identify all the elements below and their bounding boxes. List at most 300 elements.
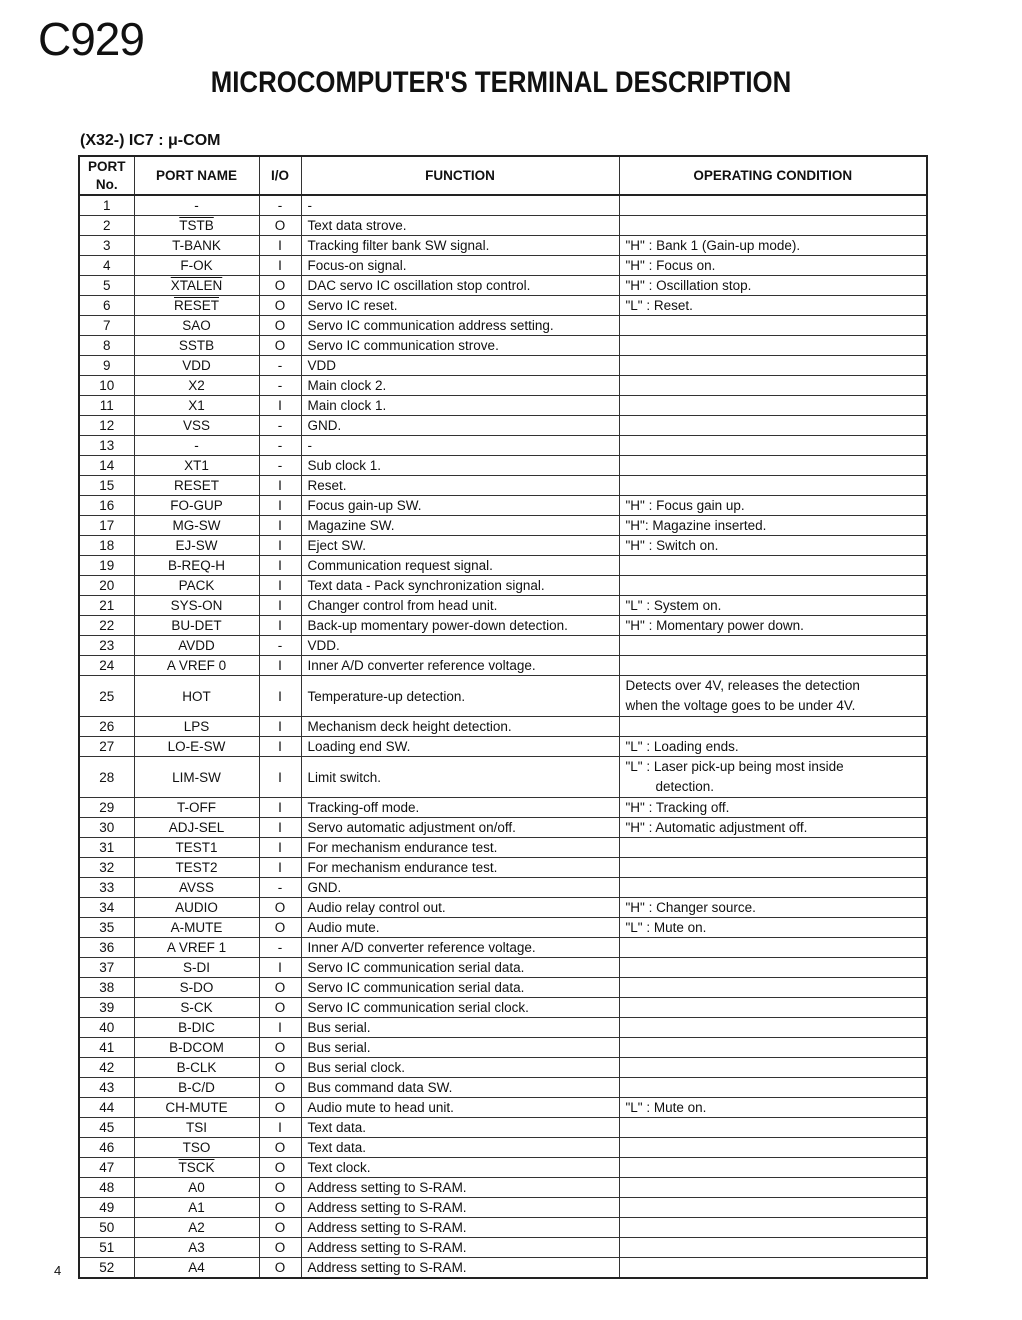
table-row: [79, 938, 927, 958]
condition-cell: [619, 576, 927, 596]
condition-cell: [619, 676, 927, 717]
condition-cell: [619, 396, 927, 416]
condition-cell: [619, 958, 927, 978]
io-cell: O: [259, 978, 301, 998]
port-name-cell: [134, 576, 259, 596]
port-name-cell: [134, 1178, 259, 1198]
io-cell: O: [259, 1178, 301, 1198]
function-cell: Address setting to S-RAM.: [301, 1218, 619, 1238]
function-cell: Address setting to S-RAM.: [301, 1238, 619, 1258]
port-no-cell: 14: [79, 456, 134, 476]
function-cell: Servo IC communication serial data.: [301, 978, 619, 998]
port-no-cell: 51: [79, 1238, 134, 1258]
condition-cell: "H" : Momentary power down.: [619, 616, 927, 636]
port-no-cell: 35: [79, 918, 134, 938]
port-no-cell: 38: [79, 978, 134, 998]
port-no-cell: 22: [79, 616, 134, 636]
header-io: I/O: [259, 156, 301, 195]
condition-cell: "H" : Changer source.: [619, 898, 927, 918]
table-row: [79, 316, 927, 336]
io-cell: O: [259, 316, 301, 336]
port-name-text: VDD: [182, 358, 211, 373]
condition-cell: [619, 1258, 927, 1279]
condition-line-2: when the voltage goes to be under 4V.: [625, 698, 856, 713]
port-name-cell: [134, 616, 259, 636]
io-cell: I: [259, 476, 301, 496]
port-name-text: SYS-ON: [170, 598, 223, 613]
table-row: [79, 1198, 927, 1218]
io-cell: I: [259, 576, 301, 596]
condition-cell: "L" : System on.: [619, 596, 927, 616]
port-no-cell: 23: [79, 636, 134, 656]
port-name-text: B-DIC: [178, 1020, 215, 1035]
condition-cell: "L" : Mute on.: [619, 1098, 927, 1118]
condition-line-1: Detects over 4V, releases the detection: [625, 678, 860, 693]
io-cell: -: [259, 356, 301, 376]
table-row: [79, 1258, 927, 1279]
function-cell: Bus serial.: [301, 1038, 619, 1058]
table-row: [79, 396, 927, 416]
port-name-cell: [134, 998, 259, 1018]
function-cell: For mechanism endurance test.: [301, 858, 619, 878]
port-name-text: B-CLK: [176, 1060, 217, 1075]
condition-cell: [619, 1018, 927, 1038]
port-name-text: A2: [188, 1220, 205, 1235]
condition-cell: "L" : Loading ends.: [619, 737, 927, 757]
port-name-cell: [134, 336, 259, 356]
function-cell: Main clock 1.: [301, 396, 619, 416]
port-name-cell: [134, 496, 259, 516]
condition-cell: [619, 456, 927, 476]
port-name-cell: [134, 878, 259, 898]
port-no-cell: 12: [79, 416, 134, 436]
condition-cell: [619, 416, 927, 436]
port-name-text: PACK: [178, 578, 215, 593]
condition-cell: "H" : Focus gain up.: [619, 496, 927, 516]
function-cell: Servo IC communication serial clock.: [301, 998, 619, 1018]
function-cell: Bus serial.: [301, 1018, 619, 1038]
port-name-text: CH-MUTE: [165, 1100, 228, 1115]
table-row: [79, 1218, 927, 1238]
port-no-cell: 48: [79, 1178, 134, 1198]
port-name-cell: [134, 1138, 259, 1158]
port-name-cell: [134, 818, 259, 838]
port-name-text: -: [194, 438, 199, 453]
condition-cell: [619, 1158, 927, 1178]
condition-cell: [619, 216, 927, 236]
table-header-row: [79, 156, 927, 195]
port-name-cell: [134, 536, 259, 556]
io-cell: -: [259, 456, 301, 476]
table-row: [79, 1178, 927, 1198]
table-row: [79, 616, 927, 636]
port-name-text: XTALEN: [170, 278, 223, 293]
port-name-cell: [134, 978, 259, 998]
function-cell: Reset.: [301, 476, 619, 496]
function-cell: Servo IC communication strove.: [301, 336, 619, 356]
port-name-cell: [134, 898, 259, 918]
port-name-cell: [134, 296, 259, 316]
port-no-cell: 42: [79, 1058, 134, 1078]
port-name-cell: [134, 1078, 259, 1098]
condition-line-1: "L" : Laser pick-up being most inside: [625, 759, 844, 774]
condition-cell: [619, 1218, 927, 1238]
port-name-text: A1: [188, 1200, 205, 1215]
port-name-text: MG-SW: [172, 518, 221, 533]
port-name-text: A4: [188, 1260, 205, 1275]
port-no-cell: 2: [79, 216, 134, 236]
condition-cell: "H" : Switch on.: [619, 536, 927, 556]
port-no-cell: 1: [79, 195, 134, 216]
function-cell: Text clock.: [301, 1158, 619, 1178]
port-name-cell: [134, 356, 259, 376]
function-cell: Audio relay control out.: [301, 898, 619, 918]
table-row: [79, 737, 927, 757]
port-no-cell: 9: [79, 356, 134, 376]
port-name-cell: [134, 476, 259, 496]
io-cell: O: [259, 336, 301, 356]
io-cell: I: [259, 556, 301, 576]
io-cell: I: [259, 798, 301, 818]
function-cell: Audio mute to head unit.: [301, 1098, 619, 1118]
io-cell: O: [259, 1238, 301, 1258]
condition-cell: [619, 1078, 927, 1098]
port-name-text: A VREF 0: [166, 658, 227, 673]
port-no-cell: 26: [79, 717, 134, 737]
condition-cell: [619, 938, 927, 958]
table-row: [79, 195, 927, 216]
condition-cell: [619, 1038, 927, 1058]
io-cell: O: [259, 918, 301, 938]
condition-cell: [619, 376, 927, 396]
port-name-cell: [134, 556, 259, 576]
function-cell: VDD.: [301, 636, 619, 656]
io-cell: O: [259, 1038, 301, 1058]
function-cell: VDD: [301, 356, 619, 376]
function-cell: Address setting to S-RAM.: [301, 1258, 619, 1279]
table-row: [79, 376, 927, 396]
model-number: C929: [38, 13, 144, 65]
function-cell: Temperature-up detection.: [301, 676, 619, 717]
condition-cell: "H" : Automatic adjustment off.: [619, 818, 927, 838]
function-cell: For mechanism endurance test.: [301, 838, 619, 858]
port-name-text: A-MUTE: [170, 920, 223, 935]
port-no-cell: 6: [79, 296, 134, 316]
function-cell: Servo IC communication serial data.: [301, 958, 619, 978]
port-name-text: A VREF 1: [166, 940, 227, 955]
table-row: [79, 1098, 927, 1118]
io-cell: O: [259, 1198, 301, 1218]
page-number: 4: [54, 1263, 62, 1278]
port-name-cell: [134, 938, 259, 958]
io-cell: O: [259, 898, 301, 918]
io-cell: O: [259, 1138, 301, 1158]
port-name-text: LIM-SW: [172, 769, 221, 785]
port-name-text: HOT: [182, 688, 211, 704]
port-name-cell: [134, 316, 259, 336]
condition-line-2: [626, 777, 921, 797]
condition-cell: "H" : Oscillation stop.: [619, 276, 927, 296]
io-cell: -: [259, 416, 301, 436]
table-row: [79, 978, 927, 998]
port-name-cell: [134, 717, 259, 737]
function-cell: -: [301, 195, 619, 216]
condition-cell: [619, 998, 927, 1018]
table-row: [79, 1238, 927, 1258]
port-name-cell: [134, 216, 259, 236]
table-row: [79, 656, 927, 676]
function-cell: Inner A/D converter reference voltage.: [301, 656, 619, 676]
port-no-cell: 15: [79, 476, 134, 496]
port-no-cell: 52: [79, 1258, 134, 1279]
condition-cell: "L" : Reset.: [619, 296, 927, 316]
port-name-cell: [134, 798, 259, 818]
header-port-name: PORT NAME: [134, 156, 259, 195]
port-name-cell: [134, 376, 259, 396]
port-no-cell: 49: [79, 1198, 134, 1218]
port-no-cell: 43: [79, 1078, 134, 1098]
port-name-text: S-DI: [183, 960, 210, 975]
io-cell: O: [259, 1218, 301, 1238]
port-name-cell: [134, 596, 259, 616]
condition-cell: [619, 436, 927, 456]
function-cell: Address setting to S-RAM.: [301, 1198, 619, 1218]
port-name-cell: [134, 456, 259, 476]
port-no-cell: 34: [79, 898, 134, 918]
table-row: [79, 276, 927, 296]
table-row: [79, 476, 927, 496]
port-no-cell: 32: [79, 858, 134, 878]
port-name-cell: [134, 516, 259, 536]
port-name-text: B-C/D: [178, 1080, 215, 1095]
io-cell: I: [259, 858, 301, 878]
io-cell: -: [259, 878, 301, 898]
condition-cell: [619, 1178, 927, 1198]
port-name-text: X2: [188, 378, 205, 393]
io-cell: O: [259, 1158, 301, 1178]
table-row: [79, 296, 927, 316]
port-no-cell: 47: [79, 1158, 134, 1178]
port-name-text: T-BANK: [172, 238, 221, 253]
io-cell: -: [259, 636, 301, 656]
port-name-text: AUDIO: [175, 900, 218, 915]
port-name-cell: [134, 737, 259, 757]
io-cell: I: [259, 396, 301, 416]
io-cell: O: [259, 1058, 301, 1078]
port-no-cell: 25: [79, 676, 134, 717]
condition-cell: [619, 757, 927, 798]
port-name-text: A0: [188, 1180, 205, 1195]
port-name-text: LPS: [183, 719, 210, 734]
port-name-text: XT1: [184, 458, 209, 473]
table-row: [79, 416, 927, 436]
function-cell: Audio mute.: [301, 918, 619, 938]
function-cell: Text data - Pack synchronization signal.: [301, 576, 619, 596]
port-name-cell: [134, 256, 259, 276]
table-row: [79, 898, 927, 918]
port-name-text: B-REQ-H: [168, 558, 225, 573]
table-row: [79, 838, 927, 858]
port-no-cell: 41: [79, 1038, 134, 1058]
function-cell: Servo IC reset.: [301, 296, 619, 316]
io-cell: I: [259, 717, 301, 737]
port-name-cell: [134, 858, 259, 878]
condition-cell: [619, 1058, 927, 1078]
table-row: [79, 757, 927, 798]
port-no-cell: 5: [79, 276, 134, 296]
header-operating-condition: OPERATING CONDITION: [619, 156, 927, 195]
condition-cell: "H" : Tracking off.: [619, 798, 927, 818]
port-no-cell: 37: [79, 958, 134, 978]
function-cell: Focus gain-up SW.: [301, 496, 619, 516]
port-name-text: X1: [188, 398, 205, 413]
port-name-cell: [134, 195, 259, 216]
port-name-text: S-CK: [180, 1000, 213, 1015]
io-cell: I: [259, 536, 301, 556]
port-no-cell: 11: [79, 396, 134, 416]
io-cell: O: [259, 1078, 301, 1098]
table-row: [79, 496, 927, 516]
condition-cell: [619, 356, 927, 376]
table-row: [79, 576, 927, 596]
io-cell: I: [259, 616, 301, 636]
port-name-text: TEST1: [175, 840, 218, 855]
port-name-cell: [134, 958, 259, 978]
condition-cell: [619, 858, 927, 878]
condition-cell: [619, 1118, 927, 1138]
condition-cell: [619, 978, 927, 998]
function-cell: Magazine SW.: [301, 516, 619, 536]
port-name-cell: [134, 676, 259, 717]
port-no-cell: 18: [79, 536, 134, 556]
condition-line-2-text: detection.: [655, 779, 715, 794]
port-name-text: -: [194, 198, 199, 213]
section-subtitle: (X32-) IC7 : μ-COM: [80, 132, 221, 149]
port-no-cell: 8: [79, 336, 134, 356]
port-name-text: AVDD: [178, 638, 215, 653]
port-no-cell: 39: [79, 998, 134, 1018]
port-no-cell: 4: [79, 256, 134, 276]
table-row: [79, 1078, 927, 1098]
io-cell: I: [259, 236, 301, 256]
table-row: [79, 798, 927, 818]
port-name-text: AVSS: [178, 880, 214, 895]
table-row: [79, 998, 927, 1018]
io-cell: -: [259, 436, 301, 456]
condition-cell: "H" : Bank 1 (Gain-up mode).: [619, 236, 927, 256]
condition-cell: [619, 636, 927, 656]
port-name-text: S-DO: [179, 980, 214, 995]
port-name-cell: [134, 416, 259, 436]
io-cell: -: [259, 938, 301, 958]
port-name-cell: [134, 636, 259, 656]
port-name-text: F-OK: [180, 258, 213, 273]
port-name-cell: [134, 1038, 259, 1058]
io-cell: I: [259, 496, 301, 516]
table-row: [79, 456, 927, 476]
table-row: [79, 878, 927, 898]
table-row: [79, 818, 927, 838]
table-row: [79, 636, 927, 656]
table-row: [79, 858, 927, 878]
io-cell: I: [259, 818, 301, 838]
function-cell: Address setting to S-RAM.: [301, 1178, 619, 1198]
condition-cell: "H" : Focus on.: [619, 256, 927, 276]
function-cell: Eject SW.: [301, 536, 619, 556]
table-row: [79, 1058, 927, 1078]
table-row: [79, 516, 927, 536]
io-cell: O: [259, 998, 301, 1018]
condition-cell: [619, 878, 927, 898]
table-row: [79, 1018, 927, 1038]
port-no-cell: 20: [79, 576, 134, 596]
port-name-cell: [134, 1258, 259, 1279]
table-row: [79, 1118, 927, 1138]
io-cell: O: [259, 1258, 301, 1279]
table-row: [79, 717, 927, 737]
port-no-cell: 3: [79, 236, 134, 256]
function-cell: Back-up momentary power-down detection.: [301, 616, 619, 636]
function-cell: Tracking-off mode.: [301, 798, 619, 818]
condition-cell: [619, 316, 927, 336]
table-row: [79, 216, 927, 236]
port-name-cell: [134, 1218, 259, 1238]
port-no-cell: 33: [79, 878, 134, 898]
io-cell: I: [259, 596, 301, 616]
port-name-text: ADJ-SEL: [168, 820, 225, 835]
condition-cell: [619, 1198, 927, 1218]
table-row: [79, 556, 927, 576]
port-no-cell: 46: [79, 1138, 134, 1158]
function-cell: Text data strove.: [301, 216, 619, 236]
condition-cell: "L" : Mute on.: [619, 918, 927, 938]
port-no-cell: 21: [79, 596, 134, 616]
condition-cell: [619, 336, 927, 356]
function-cell: Sub clock 1.: [301, 456, 619, 476]
io-cell: I: [259, 516, 301, 536]
port-no-cell: 28: [79, 757, 134, 798]
table-row: [79, 596, 927, 616]
port-no-cell: 27: [79, 737, 134, 757]
function-cell: DAC servo IC oscillation stop control.: [301, 276, 619, 296]
port-name-cell: [134, 1098, 259, 1118]
condition-cell: [619, 195, 927, 216]
io-cell: I: [259, 838, 301, 858]
table-row: [79, 958, 927, 978]
port-no-cell: 36: [79, 938, 134, 958]
port-name-cell: [134, 396, 259, 416]
port-no-cell: 31: [79, 838, 134, 858]
table-row: [79, 336, 927, 356]
io-cell: -: [259, 195, 301, 216]
function-cell: Tracking filter bank SW signal.: [301, 236, 619, 256]
port-name-cell: [134, 1058, 259, 1078]
port-name-text: TSTB: [179, 218, 214, 233]
function-cell: Bus serial clock.: [301, 1058, 619, 1078]
table-row: [79, 918, 927, 938]
function-cell: GND.: [301, 878, 619, 898]
function-cell: Inner A/D converter reference voltage.: [301, 938, 619, 958]
io-cell: I: [259, 757, 301, 798]
port-name-cell: [134, 656, 259, 676]
table-row: [79, 1138, 927, 1158]
function-cell: Changer control from head unit.: [301, 596, 619, 616]
table-row: [79, 236, 927, 256]
io-cell: I: [259, 1018, 301, 1038]
condition-cell: [619, 838, 927, 858]
table-row: [79, 536, 927, 556]
port-no-cell: 7: [79, 316, 134, 336]
